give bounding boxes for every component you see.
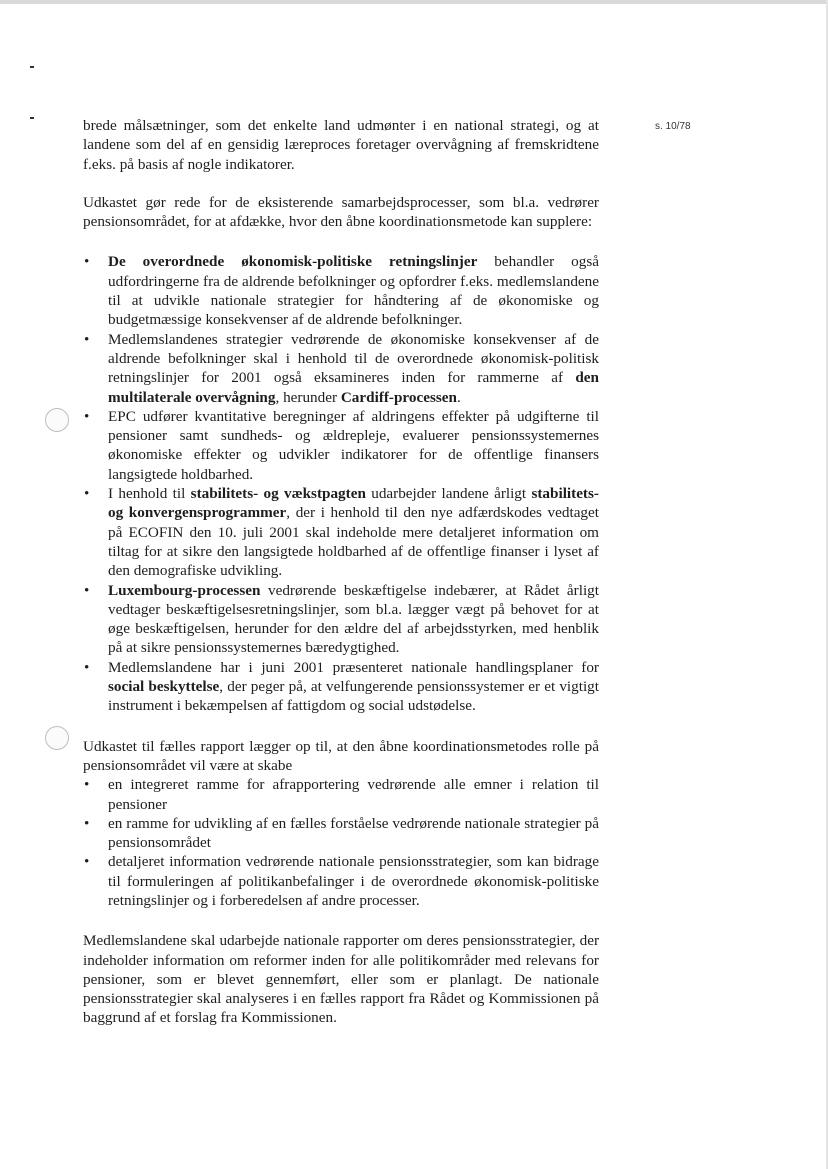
list-text: vedrørende beskæftigelse indebærer, at Rådet årligt vedtager beskæftigelsesretningslinjer, som bl.a. lægger vægt på behovet for at øge beskæftigelsen, herunder for den ældre del af arbejdsstyrken, med henblik på at sikre pensionssystemernes bæredygtighed. [108, 581, 599, 657]
bold-term: Cardiff-processen [340, 388, 457, 406]
list-item: • en ramme for udvikling af en fælles forståelse vedrørende nationale strategier på pensionsområdet [83, 814, 599, 853]
margin-mark [30, 117, 34, 119]
list-text: , der i henhold til den nye adfærdskodes vedtaget på ECOFIN den 10. juli 2001 skal indeholde mere detaljeret information om tiltag for at sikre den langsigtede holdbarhed af de offentlige finanser i lyset af den demografiske udvikling. [108, 504, 599, 580]
list-text: udarbejder landene årligt [365, 485, 532, 503]
document-body [83, 116, 599, 1028]
margin-mark [30, 66, 34, 68]
list-text: I henhold til [108, 485, 191, 503]
list-item [83, 484, 599, 580]
punch-hole [45, 408, 69, 432]
page-top-edge [0, 0, 828, 4]
list-text: , der peger på, at velfungerende pensionssystemer er et vigtigt instrument i bekæmpelsen af fattigdom og social udstødelse. [108, 678, 599, 715]
list-text: , herunder [275, 388, 341, 406]
paragraph: Medlemslandene skal udarbejde nationale rapporter om deres pensionsstrategier, der indeholder information om reformer inden for alle politikområder med relevans for pensioner, som er blevet gennemført, eller som er planlagt. De nationale pensionsstrategier skal analyseres i en fælles rapport fra Rådet og Kommissionen på baggrund af et forslag fra Kommissionen. [83, 932, 599, 1027]
bold-term: De overordnede økonomisk-politiske retningslinjer [108, 253, 478, 271]
list-item [83, 658, 599, 716]
list-text: . [456, 388, 461, 406]
bold-term: Luxembourg-processen [108, 581, 261, 599]
list-item [83, 252, 599, 329]
bold-term: stabilitets- og vækstpagten [190, 485, 366, 503]
list-item [83, 407, 599, 484]
paragraph: brede målsætninger, som det enkelte land udmønter i en national strategi, og at landene som del af en gensidig læreproces foretager overvågning af fremskridtene f.eks. på basis af nogle indikatorer. [83, 117, 599, 173]
list-item [83, 581, 599, 658]
paragraph: Udkastet til fælles rapport lægger op til, at den åbne koordinationsmetodes rolle på pensionsområdet vil være at skabe [83, 737, 599, 774]
bullet-list [83, 252, 599, 715]
list-item: • detaljeret information vedrørende nationale pensionsstrategier, som kan bidrage til formuleringen af politikanbefalinger i de overordnede økonomisk-politiske retningslinjer og i forberedelsen af andre processer. [83, 852, 599, 910]
bullet-list [83, 775, 599, 910]
list-text: Medlemslandenes strategier vedrørende de økonomiske konsekvenser af de aldrende befolkninger skal i henhold til de overordnede økonomisk-politisk retningslinjer for 2001 også eksamineres inden for rammerne af [108, 330, 599, 387]
punch-hole [45, 726, 69, 750]
bold-term: stabilitets- og konvergensprogrammer [108, 485, 599, 522]
list-item: • en integreret ramme for afrapportering vedrørende alle emner i relation til pensioner [83, 775, 599, 814]
bold-term: social beskyttelse [108, 678, 220, 696]
list-text: behandler også udfordringerne fra de aldrende befolkninger og opfordrer f.eks. medlemslandene til at udvikle nationale strategier for håndtering af de økonomiske og budgetmæssige konsekvenser af de aldrende befolkninger. [108, 253, 599, 329]
page-number: s. 10/78 [655, 121, 691, 132]
bold-term: den multilaterale overvågning [108, 369, 599, 406]
list-item [83, 330, 599, 407]
list-text: Medlemslandene har i juni 2001 præsenteret nationale handlingsplaner for [108, 658, 599, 676]
list-text: EPC udfører kvantitative beregninger af aldringens effekter på udgifterne til pensioner samt sundheds- og ældrepleje, evaluerer pensionssystemernes økonomiske effekter og udvikler indikatorer for de offentlige finansers langsigtede holdbarhed. [108, 407, 599, 483]
paragraph: Udkastet gør rede for de eksisterende samarbejdsprocesser, som bl.a. vedrører pensionsområdet, for at afdække, hvor den åbne koordinationsmetode kan supplere: [83, 193, 599, 231]
